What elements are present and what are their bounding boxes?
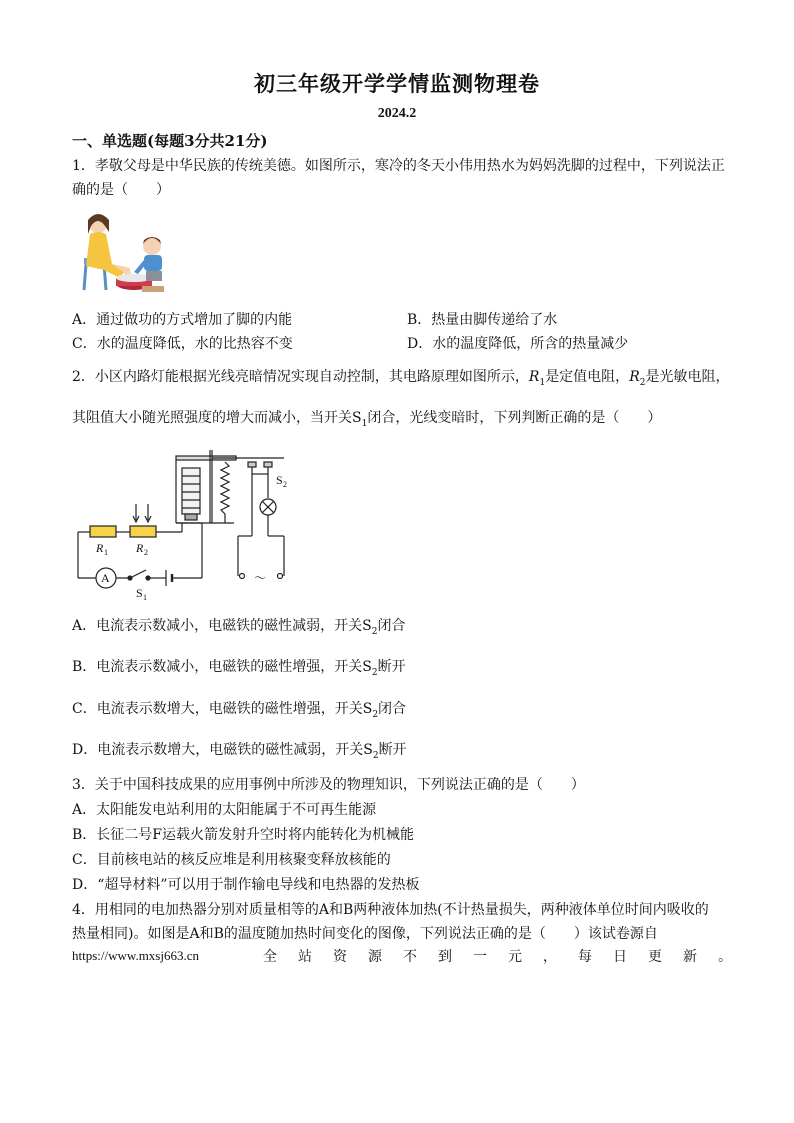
q1-option-b: B．热量由脚传递给了水 (407, 312, 558, 328)
electromagnet-coil (182, 468, 200, 514)
q3-option-c: C．目前核电站的核反应堆是利用核聚变释放核能的 (72, 852, 391, 868)
q2-option-d: D．电流表示数增大，电磁铁的磁性减弱，开关$S_2$断开 (72, 742, 407, 761)
label-r1: R (96, 541, 104, 555)
label-s2: S (276, 473, 283, 487)
resistor-r1 (90, 526, 116, 537)
q4-stem-line1: 4．用相同的电加热器分别对质量相等的A和B两种液体加热(不计热量损失，两种液体单位时间内吸收的 (72, 902, 709, 918)
q1-option-d: D．水的温度降低，所含的热量减少 (407, 336, 629, 352)
q1-option-c: C．水的温度降低，水的比热容不变 (72, 336, 293, 352)
svg-text:2: 2 (144, 548, 148, 557)
source-slogan: 全站资源不到一元，每日更新。 (263, 949, 753, 965)
q3-option-b: B．长征二号F运载火箭发射升空时将内能转化为机械能 (72, 827, 415, 843)
q2-circuit-diagram (72, 446, 302, 604)
spring (221, 462, 229, 514)
q4-stem-line2: 热量相同)。如图是A和B的温度随加热时间变化的图像，下列说法正确的是（ ）该试卷源自 (72, 926, 658, 942)
q2-option-b: B．电流表示数减小，电磁铁的磁性增强，开关$S_2$断开 (72, 659, 406, 678)
svg-text:1: 1 (104, 548, 108, 557)
page-title: 初三年级开学学情监测物理卷 (254, 71, 540, 96)
svg-text:1: 1 (143, 593, 147, 602)
q3-option-d: D．“超导材料”可以用于制作输电导线和电热器的发热板 (72, 877, 420, 893)
label-ammeter: A (101, 571, 110, 585)
label-s1: S (136, 586, 143, 600)
label-r2: R (136, 541, 144, 555)
section-heading: 一、单选题(每题3分共21分) (72, 132, 268, 150)
boy-shirt (144, 255, 162, 271)
q2-option-c: C．电流表示数增大，电磁铁的磁性增强，开关$S_2$闭合 (72, 701, 407, 720)
label-ac-source: ～ (254, 571, 267, 585)
q1-stem-line2: 确的是（ ） (72, 182, 170, 198)
switch-s1 (132, 570, 146, 577)
q1-option-a: A．通过做功的方式增加了脚的内能 (72, 312, 293, 328)
q2-stem-line1: 2．小区内路灯能根据光线亮暗情况实现自动控制，其电路原理如图所示，$R_1$是定值电阻，$R_2$是光敏电阻， (72, 369, 730, 388)
svg-text:2: 2 (283, 480, 287, 489)
exam-date: 2024.2 (377, 106, 417, 121)
q3-option-a: A．太阳能发电站利用的太阳能属于不可再生能源 (72, 802, 377, 818)
q1-stem-line1: 1．孝敬父母是中华民族的传统美德。如图所示，寒冷的冬天小伟用热水为妈妈洗脚的过程中，下列说法正 (72, 158, 725, 174)
q2-option-a: A．电流表示数减小，电磁铁的磁性减弱，开关$S_2$闭合 (72, 618, 406, 637)
q3-stem: 3．关于中国科技成果的应用事例中所涉及的物理知识，下列说法正确的是（ ） (72, 777, 585, 793)
resistor-r2 (130, 526, 156, 537)
source-url: https://www.mxsj663.cn (72, 948, 199, 963)
q1-illustration (76, 206, 176, 298)
q2-stem-line2: 其阻值大小随光照强度的增大而减小，当开关$S_1$闭合，光线变暗时，下列判断正确的是（ ） (72, 410, 662, 429)
